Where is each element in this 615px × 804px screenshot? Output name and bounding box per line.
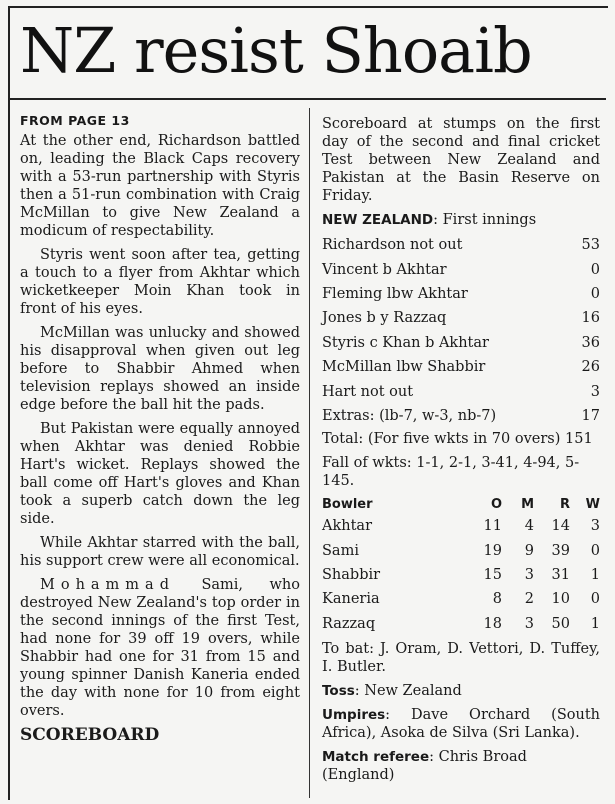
runs: 0 bbox=[590, 261, 600, 278]
umpires-label: Umpires bbox=[322, 707, 386, 724]
scoreboard-column bbox=[322, 115, 600, 784]
headline-rule bbox=[8, 98, 606, 100]
wickets: 0 bbox=[590, 542, 600, 559]
innings-label: : First innings bbox=[433, 212, 537, 228]
wickets: 0 bbox=[590, 591, 600, 608]
scoreboard-heading: SCOREBOARD bbox=[20, 725, 160, 745]
to-bat: To bat: J. Oram, D. Vettori, D. Tuffey, I. Butler. bbox=[322, 641, 600, 676]
maidens: 9 bbox=[524, 542, 534, 559]
batsman: Fleming lbw Akhtar bbox=[322, 285, 468, 302]
runs-header: R bbox=[559, 497, 570, 513]
runs-conceded: 39 bbox=[551, 542, 570, 559]
extras-row bbox=[322, 404, 600, 428]
batting-row bbox=[322, 233, 600, 257]
toss bbox=[322, 682, 600, 700]
bowler: Razzaq bbox=[322, 615, 376, 632]
maidens: 4 bbox=[524, 518, 534, 535]
maidens: 3 bbox=[524, 615, 534, 632]
umpires bbox=[322, 706, 600, 742]
batsman: Vincent b Akhtar bbox=[322, 261, 447, 278]
headline: NZ resist Shoaib bbox=[20, 14, 532, 87]
bowling-table bbox=[322, 496, 600, 636]
column-divider bbox=[309, 108, 310, 798]
overs: 19 bbox=[483, 542, 502, 559]
innings-title bbox=[322, 211, 600, 229]
total: Total: (For five wkts in 70 overs) 151 bbox=[322, 431, 593, 448]
story-paragraph: While Akhtar starred with the ball, his support crew were all economical. bbox=[20, 535, 300, 569]
runs: 53 bbox=[581, 237, 600, 254]
match-referee bbox=[322, 748, 600, 784]
runs: 16 bbox=[581, 310, 600, 327]
toss-label: Toss bbox=[322, 683, 355, 700]
story-paragraph: At the other end, Richardson battled on, leading the Black Caps recovery with a 53-run partnership with Styris then a 51-run combination with Craig McMillan to give New Zealand a modicum of respectability. bbox=[20, 133, 300, 239]
toss-value: : New Zealand bbox=[354, 683, 462, 700]
story-paragraph-rest: Sami, who destroyed New Zealand's top order in the second innings of the first Test, had none for 39 off 19 overs, while Shabbir had one for 31 from 15 and young spinner Danish Kaneria ended the day with none for 10 from eight overs. bbox=[20, 577, 300, 719]
maidens: 2 bbox=[524, 591, 534, 608]
wickets: 3 bbox=[590, 518, 600, 535]
batting-row bbox=[322, 306, 600, 330]
maidens-header: M bbox=[521, 497, 534, 513]
fall-of-wickets: Fall of wkts: 1-1, 2-1, 3-41, 4-94, 5-145. bbox=[322, 455, 580, 490]
runs: 26 bbox=[581, 359, 600, 376]
batting-row bbox=[322, 282, 600, 306]
referee-value: : Chris Broad (England) bbox=[322, 749, 527, 784]
umpires-value: : Dave Orchard (South Africa), Asoka de Silva (Sri Lanka). bbox=[322, 707, 600, 742]
story-paragraph-lead: Mohammad bbox=[40, 577, 175, 593]
batsman: Hart not out bbox=[322, 383, 414, 400]
bowler: Shabbir bbox=[322, 567, 381, 584]
runs-conceded: 50 bbox=[551, 615, 570, 632]
batsman: Styris c Khan b Akhtar bbox=[322, 334, 489, 351]
batting-row bbox=[322, 257, 600, 281]
wickets-header: W bbox=[585, 497, 600, 513]
story-paragraph bbox=[20, 576, 300, 720]
overs: 11 bbox=[483, 518, 502, 535]
batsman: McMillan lbw Shabbir bbox=[322, 359, 486, 376]
batting-row bbox=[322, 355, 600, 379]
wickets: 1 bbox=[590, 615, 600, 632]
runs-conceded: 14 bbox=[551, 518, 570, 535]
bowling-row bbox=[322, 514, 600, 538]
bowler: Kaneria bbox=[322, 591, 380, 608]
runs: 0 bbox=[590, 285, 600, 302]
bowling-row bbox=[322, 539, 600, 563]
batting-row bbox=[322, 331, 600, 355]
story-paragraph: Styris went soon after tea, getting a touch to a flyer from Akhtar which wicketkeeper Moin Khan took in front of his eyes. bbox=[20, 247, 300, 317]
overs-header: O bbox=[490, 497, 502, 513]
bowler: Akhtar bbox=[322, 518, 372, 535]
bowling-row bbox=[322, 563, 600, 587]
batsman: Richardson not out bbox=[322, 237, 463, 254]
kicker: FROM PAGE 13 bbox=[20, 113, 130, 128]
runs: 36 bbox=[581, 334, 600, 351]
extras-label: Extras: (lb-7, w-3, nb-7) bbox=[322, 407, 497, 424]
overs: 15 bbox=[483, 567, 502, 584]
overs: 8 bbox=[492, 591, 502, 608]
runs: 3 bbox=[590, 383, 600, 400]
team-name: NEW ZEALAND bbox=[322, 212, 434, 228]
story-paragraph: But Pakistan were equally annoyed when Akhtar was denied Robbie Hart's wicket. Replays showed the ball come off Hart's gloves and Khan took a superb catch down the leg side. bbox=[20, 421, 300, 527]
overs: 18 bbox=[483, 615, 502, 632]
batting-row bbox=[322, 379, 600, 403]
batsman: Jones b y Razzaq bbox=[322, 310, 447, 327]
maidens: 3 bbox=[524, 567, 534, 584]
scoreboard-intro: Scoreboard at stumps on the first day of the second and final cricket Test between New Zealand and Pakistan at the Basin Reserve on Friday. bbox=[322, 116, 600, 204]
story-column bbox=[20, 112, 300, 744]
extras-runs: 17 bbox=[581, 407, 600, 424]
runs-conceded: 10 bbox=[551, 591, 570, 608]
bowler: Sami bbox=[322, 542, 359, 559]
bowling-row bbox=[322, 612, 600, 636]
story-paragraph: McMillan was unlucky and showed his disapproval when given out leg before to Shabbir Ahmed when television replays showed an inside edge before the ball hit the pads. bbox=[20, 325, 300, 413]
bowler-header: Bowler bbox=[322, 497, 373, 513]
bowling-header-row bbox=[322, 496, 600, 514]
runs-conceded: 31 bbox=[551, 567, 570, 584]
bowling-row bbox=[322, 587, 600, 611]
wickets: 1 bbox=[590, 567, 600, 584]
referee-label: Match referee bbox=[322, 749, 430, 766]
